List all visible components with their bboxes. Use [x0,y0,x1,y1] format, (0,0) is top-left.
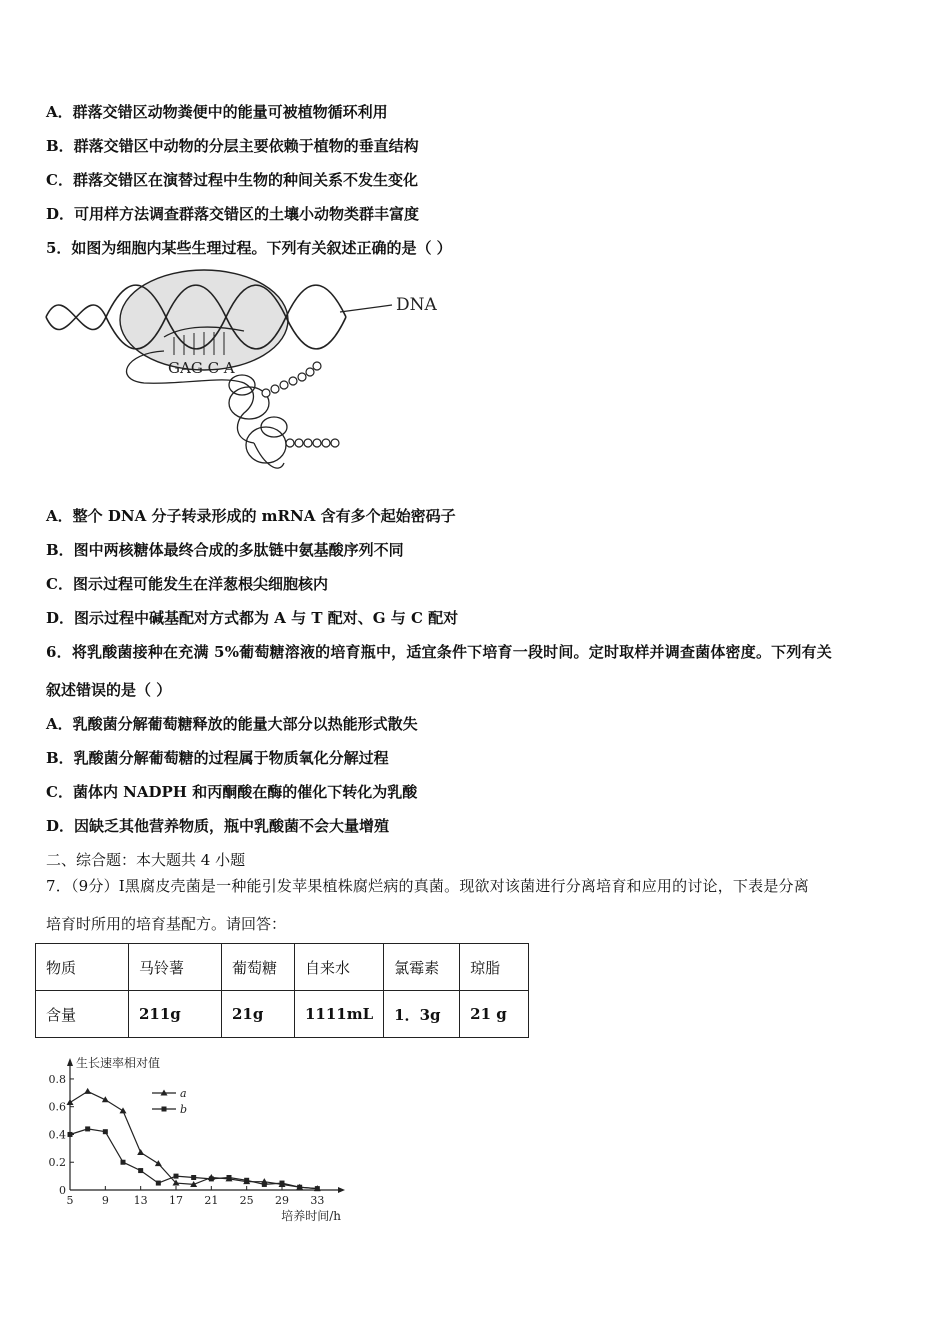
x-tick-label: 9 [101,1194,109,1207]
table-cell: 211g [129,991,222,1038]
table-cell: 21 g [460,991,529,1038]
y-tick-label: 0.8 [48,1072,66,1086]
y-tick-label: 0.6 [48,1100,66,1114]
polypeptide-chain-2 [286,439,339,447]
table-cell: 含量 [36,991,129,1038]
q6-stem-line2: 叙述错误的是（ ） [46,681,172,699]
series-b-point [244,1178,249,1183]
table-cell: 自来水 [295,944,384,991]
series-b-point [103,1129,108,1134]
q6-option-a: A．乳酸菌分解葡萄糖释放的能量大部分以热能形式散失 [46,715,418,733]
section-heading: 二、综合题：本大题共 4 小题 [46,851,246,869]
q6-stem-line1: 6．将乳酸菌接种在充满 5%葡萄糖溶液的培育瓶中，适宜条件下培育一段时间。定时取样并调查菌体密度。下列有关 [46,643,832,661]
base-sequence-label: GAG C A [168,359,235,377]
q5-option-b: B．图中两核糖体最终合成的多肽链中氨基酸序列不同 [46,541,404,559]
y-tick-label: 0 [59,1184,66,1197]
x-tick-label: 13 [133,1194,148,1207]
y-axis-label: 生长速率相对值 [76,1056,161,1070]
x-tick-label: 29 [275,1194,289,1207]
series-a-point [155,1160,162,1166]
series-b-point [174,1174,179,1179]
legend-b-label: b [180,1103,188,1116]
series-a-point [67,1099,74,1105]
series-b-point [156,1181,161,1186]
series-b-point [209,1176,214,1181]
series-b-point [191,1175,196,1180]
q5-option-d: D．图示过程中碱基配对方式都为 A 与 T 配对、G 与 C 配对 [46,609,459,627]
x-tick-label: 25 [239,1194,254,1207]
q6-option-d: D．因缺乏其他营养物质，瓶中乳酸菌不会大量增殖 [46,817,390,835]
x-tick-label: 17 [169,1194,183,1207]
series-b-point [262,1182,267,1187]
x-axis-arrow [338,1187,345,1193]
table-cell: 葡萄糖 [222,944,295,991]
medium-recipe-table [35,943,529,1038]
ribosome-1-small-subunit [229,375,255,395]
series-b-point [280,1181,285,1186]
table-cell: 21g [222,991,295,1038]
series-b-point [227,1175,232,1180]
table-cell: 琼脂 [460,944,529,991]
table-cell: 1111mL [295,991,384,1038]
q4-option-b: B．群落交错区中动物的分层主要依赖于植物的垂直结构 [46,137,419,155]
q6-option-c: C．菌体内 NADPH 和丙酮酸在酶的催化下转化为乳酸 [46,783,418,801]
legend-b-marker [162,1107,167,1112]
series-a-point [137,1149,144,1155]
mrna-tail [254,443,284,468]
series-b-point [297,1185,302,1190]
dna-label-line [340,305,392,312]
table-cell: 马铃薯 [129,944,222,991]
table-row [36,991,529,1038]
series-b-point [68,1132,73,1137]
series-b-point [138,1168,143,1173]
y-tick-label: 0.4 [48,1128,66,1142]
table-cell: 物质 [36,944,129,991]
q5-option-c: C．图示过程可能发生在洋葱根尖细胞核内 [46,575,328,593]
polypeptide-chain-1 [262,362,321,397]
series-a-point [120,1107,127,1113]
q5-option-a: A．整个 DNA 分子转录形成的 mRNA 含有多个起始密码子 [46,507,456,525]
ribosome-2 [246,427,286,463]
q6-option-b: B．乳酸菌分解葡萄糖的过程属于物质氧化分解过程 [46,749,389,767]
table-header-row [36,944,529,991]
growth-rate-chart [30,1050,350,1225]
dna-label: DNA [396,295,437,315]
series-b-point [85,1126,90,1131]
transcription-translation-figure [44,265,464,480]
y-tick-label: 0.2 [48,1156,66,1170]
q4-option-a: A．群落交错区动物粪便中的能量可被植物循环利用 [46,103,388,121]
series-b-point [121,1160,126,1165]
q5-stem: 5．如图为细胞内某些生理过程。下列有关叙述正确的是（ ） [46,239,452,257]
series-a-point [84,1088,91,1094]
x-axis-label: 培养时间/h [281,1209,341,1223]
series-b-point [315,1186,320,1191]
y-axis-arrow [67,1058,73,1066]
q7-stem-line2: 培育时所用的培育基配方。请回答： [46,915,287,933]
x-tick-label: 33 [310,1194,325,1207]
q4-option-d: D．可用样方法调查群落交错区的土壤小动物类群丰富度 [46,205,420,223]
q4-option-c: C．群落交错区在演替过程中生物的种间关系不发生变化 [46,171,418,189]
q7-stem-line1: 7．（9分）Ⅰ黑腐皮壳菌是一种能引发苹果植株腐烂病的真菌。现欲对该菌进行分离培育和应用的讨论，下表是分离 [46,877,809,895]
table-cell: 1．3g [384,991,460,1038]
legend-a-label: a [180,1087,187,1100]
table-cell: 氯霉素 [384,944,460,991]
x-tick-label: 5 [66,1194,74,1207]
x-tick-label: 21 [204,1194,219,1207]
series-a-line [70,1091,317,1188]
